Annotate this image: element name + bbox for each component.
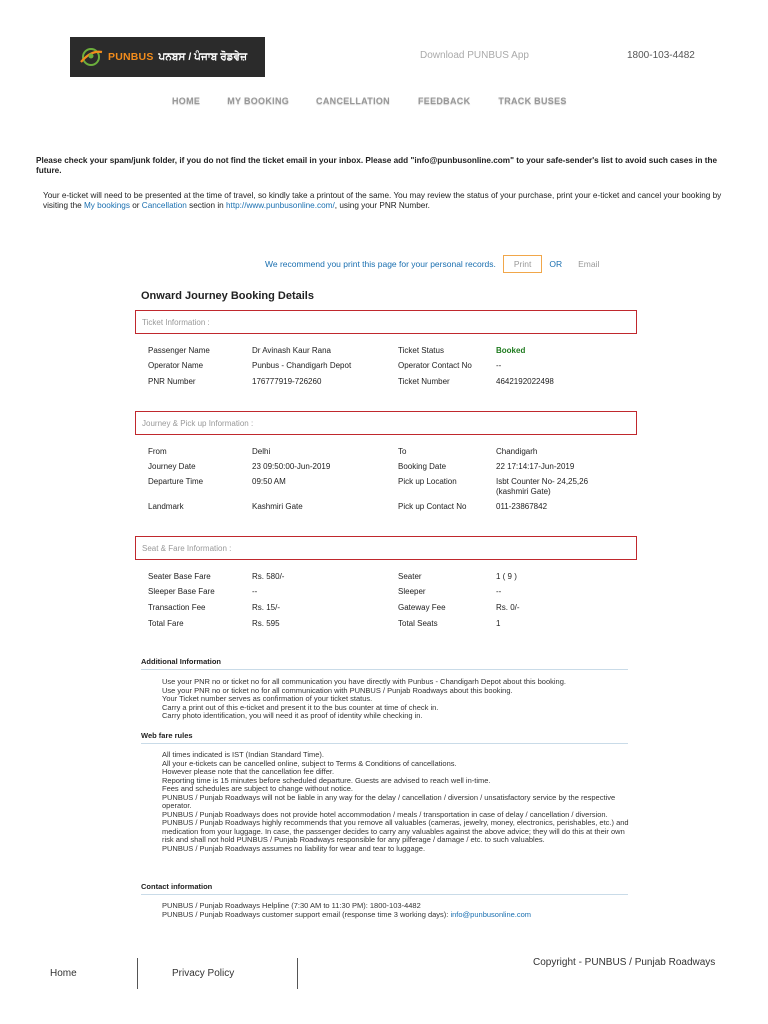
list-item: PUNBUS / Punjab Roadways does not provide hotel accommodation / meals / transportation in case of delay / cancellation / diversion.: [162, 809, 608, 819]
info-text-3: section in: [186, 201, 226, 210]
support-email-line: [162, 911, 632, 920]
pickup-location-value: Isbt Counter No- 24,25,26: [496, 477, 589, 486]
list-item: PUNBUS / Punjab Roadways will not be liable in any way for the delay / cancellation / diversion / unsatisfactory service by the respective operator.: [162, 792, 616, 810]
list-item: Fees and schedules are subject to change without notice.: [162, 784, 353, 793]
cell-value: Rs. 0/-: [496, 603, 520, 612]
print-recommendation: We recommend you print this page for your personal records.: [265, 259, 496, 269]
cell-value: 09:50 AM: [252, 477, 286, 486]
cell-value: 176777919-726260: [252, 377, 322, 386]
logo-punjabi-text: ਪਨਬਸ / ਪੰਜਾਬ ਰੋਡਵੇਜ਼: [158, 50, 248, 63]
main-nav: [172, 96, 567, 106]
cancellation-link[interactable]: Cancellation: [141, 201, 187, 210]
ticket-info-header: Ticket Information :: [135, 310, 637, 334]
cell-label: Seater Base Fare: [148, 572, 211, 581]
divider: [141, 669, 628, 670]
cell-value: --: [496, 361, 502, 370]
footer-home-link[interactable]: Home: [50, 968, 77, 979]
cell-label: Operator Name: [148, 361, 204, 370]
cell-label: Passenger Name: [148, 346, 210, 355]
cell-value: Chandigarh: [496, 447, 538, 456]
copyright-text: Copyright - PUNBUS / Punjab Roadways: [533, 957, 716, 968]
cell-label: Seater: [398, 572, 422, 581]
cell-label: From: [148, 447, 167, 456]
list-item: However please note that the cancellation fee differ.: [162, 767, 335, 776]
cell-label: Sleeper: [398, 587, 426, 596]
cell-label: Sleeper Base Fare: [148, 587, 215, 596]
ticket-status-value: Booked: [496, 346, 526, 355]
punbus-emblem-icon: [78, 44, 104, 70]
cell-label: Pick up Contact No: [398, 502, 467, 511]
additional-info-title: Additional Information: [141, 657, 221, 666]
pickup-location-detail: (kashmiri Gate): [496, 487, 551, 496]
cell-label: Total Seats: [398, 619, 438, 628]
spam-folder-notice: Please check your spam/junk folder, if you do not find the ticket email in your inbox. Please add "info@punbusonline.com" to your safe-sender's list to avoid such cases in the future.: [36, 156, 718, 175]
cell-label: Ticket Status: [398, 346, 444, 355]
nav-feedback[interactable]: FEEDBACK: [417, 96, 471, 106]
cell-value: 22 17:14:17-Jun-2019: [496, 462, 575, 471]
punbus-logo[interactable]: [70, 37, 265, 77]
nav-cancellation[interactable]: CANCELLATION: [316, 96, 390, 106]
eticket-info: [43, 191, 733, 211]
cell-value: Delhi: [252, 447, 271, 456]
nav-my-booking[interactable]: MY BOOKING: [227, 96, 290, 106]
info-text-1: Your e-ticket will need to be presented at the time of travel, so kindly take a printout of the same. You may review the status of your purchase, print your e-ticket and cancel your booking by visiting the: [43, 191, 722, 210]
cell-label: Ticket Number: [398, 377, 450, 386]
footer-divider: [297, 958, 298, 989]
cell-label: PNR Number: [148, 377, 196, 386]
contact-info-title: Contact information: [141, 882, 213, 891]
cell-label: To: [398, 447, 407, 456]
cell-value: 1 ( 9 ): [496, 572, 517, 581]
list-item: All your e-tickets can be cancelled online, subject to Terms & Conditions of cancellations.: [162, 758, 457, 768]
booking-details-title: Onward Journey Booking Details: [141, 290, 314, 302]
cell-value: Dr Avinash Kaur Rana: [252, 346, 332, 355]
info-text-4: , using your PNR Number.: [334, 201, 430, 210]
my-bookings-link[interactable]: My bookings: [83, 201, 130, 210]
cell-label: Pick up Location: [398, 477, 457, 486]
helpline-line: PUNBUS / Punjab Roadways Helpline (7:30 AM to 11:30 PM): 1800-103-4482: [162, 901, 421, 910]
support-email-label: PUNBUS / Punjab Roadways customer support email (response time 3 working days):: [162, 909, 451, 919]
fare-info-header: Seat & Fare Information :: [135, 536, 637, 560]
cell-value: --: [496, 587, 502, 596]
footer-divider: [137, 958, 138, 989]
info-text-2: or: [129, 201, 142, 210]
footer-privacy-link[interactable]: Privacy Policy: [172, 968, 235, 979]
list-item: Use your PNR no or ticket no for all communication with PUNBUS / Punjab Roadways about this booking.: [162, 685, 513, 695]
list-item: Carry photo identification, you will need it as proof of identity while checking in.: [162, 711, 423, 720]
list-item: PUNBUS / Punjab Roadways highly recommends that you remove all valuables (cameras, jewelry, money, electronics, perishables, etc.) and medication from your luggage. In case, the passenger decides to carry any valuables against the above advice; they will do this at their own risk and shall not hold PUNBUS / Punjab Roadways responsible for any pilferage / damage / etc. to such valuables.: [162, 818, 629, 844]
list-item: Your Ticket number serves as confirmation of your ticket status.: [162, 694, 373, 703]
cell-label: Booking Date: [398, 462, 447, 471]
divider: [141, 743, 628, 744]
cell-value: 4642192022498: [496, 377, 554, 386]
cell-label: Operator Contact No: [398, 361, 472, 370]
cell-value: Kashmiri Gate: [252, 502, 303, 511]
punbus-site-link[interactable]: http://www.punbusonline.com/: [225, 201, 335, 210]
cell-value: --: [252, 587, 258, 596]
list-item: Carry a print out of this e-ticket and present it to the bus counter at time of check in.: [162, 702, 439, 712]
web-fare-rules-list: [162, 751, 632, 853]
cell-value: Punbus - Chandigarh Depot: [252, 361, 352, 370]
cell-label: Total Fare: [148, 619, 184, 628]
cell-value: 23 09:50:00-Jun-2019: [252, 462, 331, 471]
cell-label: Journey Date: [148, 462, 196, 471]
journey-info-header: Journey & Pick up Information :: [135, 411, 637, 435]
print-bar: [265, 255, 599, 273]
list-item: All times indicated is IST (Indian Standard Time).: [162, 750, 325, 759]
cell-label: Departure Time: [148, 477, 204, 486]
cell-label: Gateway Fee: [398, 603, 446, 612]
nav-track-buses[interactable]: TRACK BUSES: [498, 96, 567, 106]
download-app-link[interactable]: Download PUNBUS App: [420, 50, 529, 61]
list-item: PUNBUS / Punjab Roadways assumes no liability for wear and tear to luggage.: [162, 843, 426, 853]
support-email-link[interactable]: info@punbusonline.com: [450, 909, 532, 919]
print-button[interactable]: Print: [503, 255, 542, 273]
cell-value: Rs. 15/-: [252, 603, 281, 612]
email-button[interactable]: Email: [578, 259, 600, 269]
list-item: Reporting time is 15 minutes before scheduled departure. Guests are advised to reach well in-time.: [162, 775, 491, 785]
cell-value: Rs. 595: [252, 619, 280, 628]
list-item: Use your PNR no or ticket no for all communication you have directly with Punbus - Chandigarh Depot about this booking.: [162, 677, 566, 686]
logo-brand-text: PUNBUS: [108, 51, 154, 63]
divider: [141, 894, 628, 895]
cell-value: 011-23867842: [496, 502, 548, 511]
contact-info-list: [162, 902, 632, 919]
cell-label: Transaction Fee: [148, 603, 206, 612]
additional-info-list: [162, 678, 632, 721]
helpline-phone: 1800-103-4482: [627, 50, 695, 61]
cell-value: 1: [496, 619, 501, 628]
nav-home[interactable]: HOME: [172, 96, 201, 106]
or-label: OR: [549, 259, 563, 269]
cell-label: Landmark: [148, 502, 184, 511]
cell-value: Rs. 580/-: [252, 572, 285, 581]
web-fare-rules-title: Web fare rules: [141, 731, 193, 740]
